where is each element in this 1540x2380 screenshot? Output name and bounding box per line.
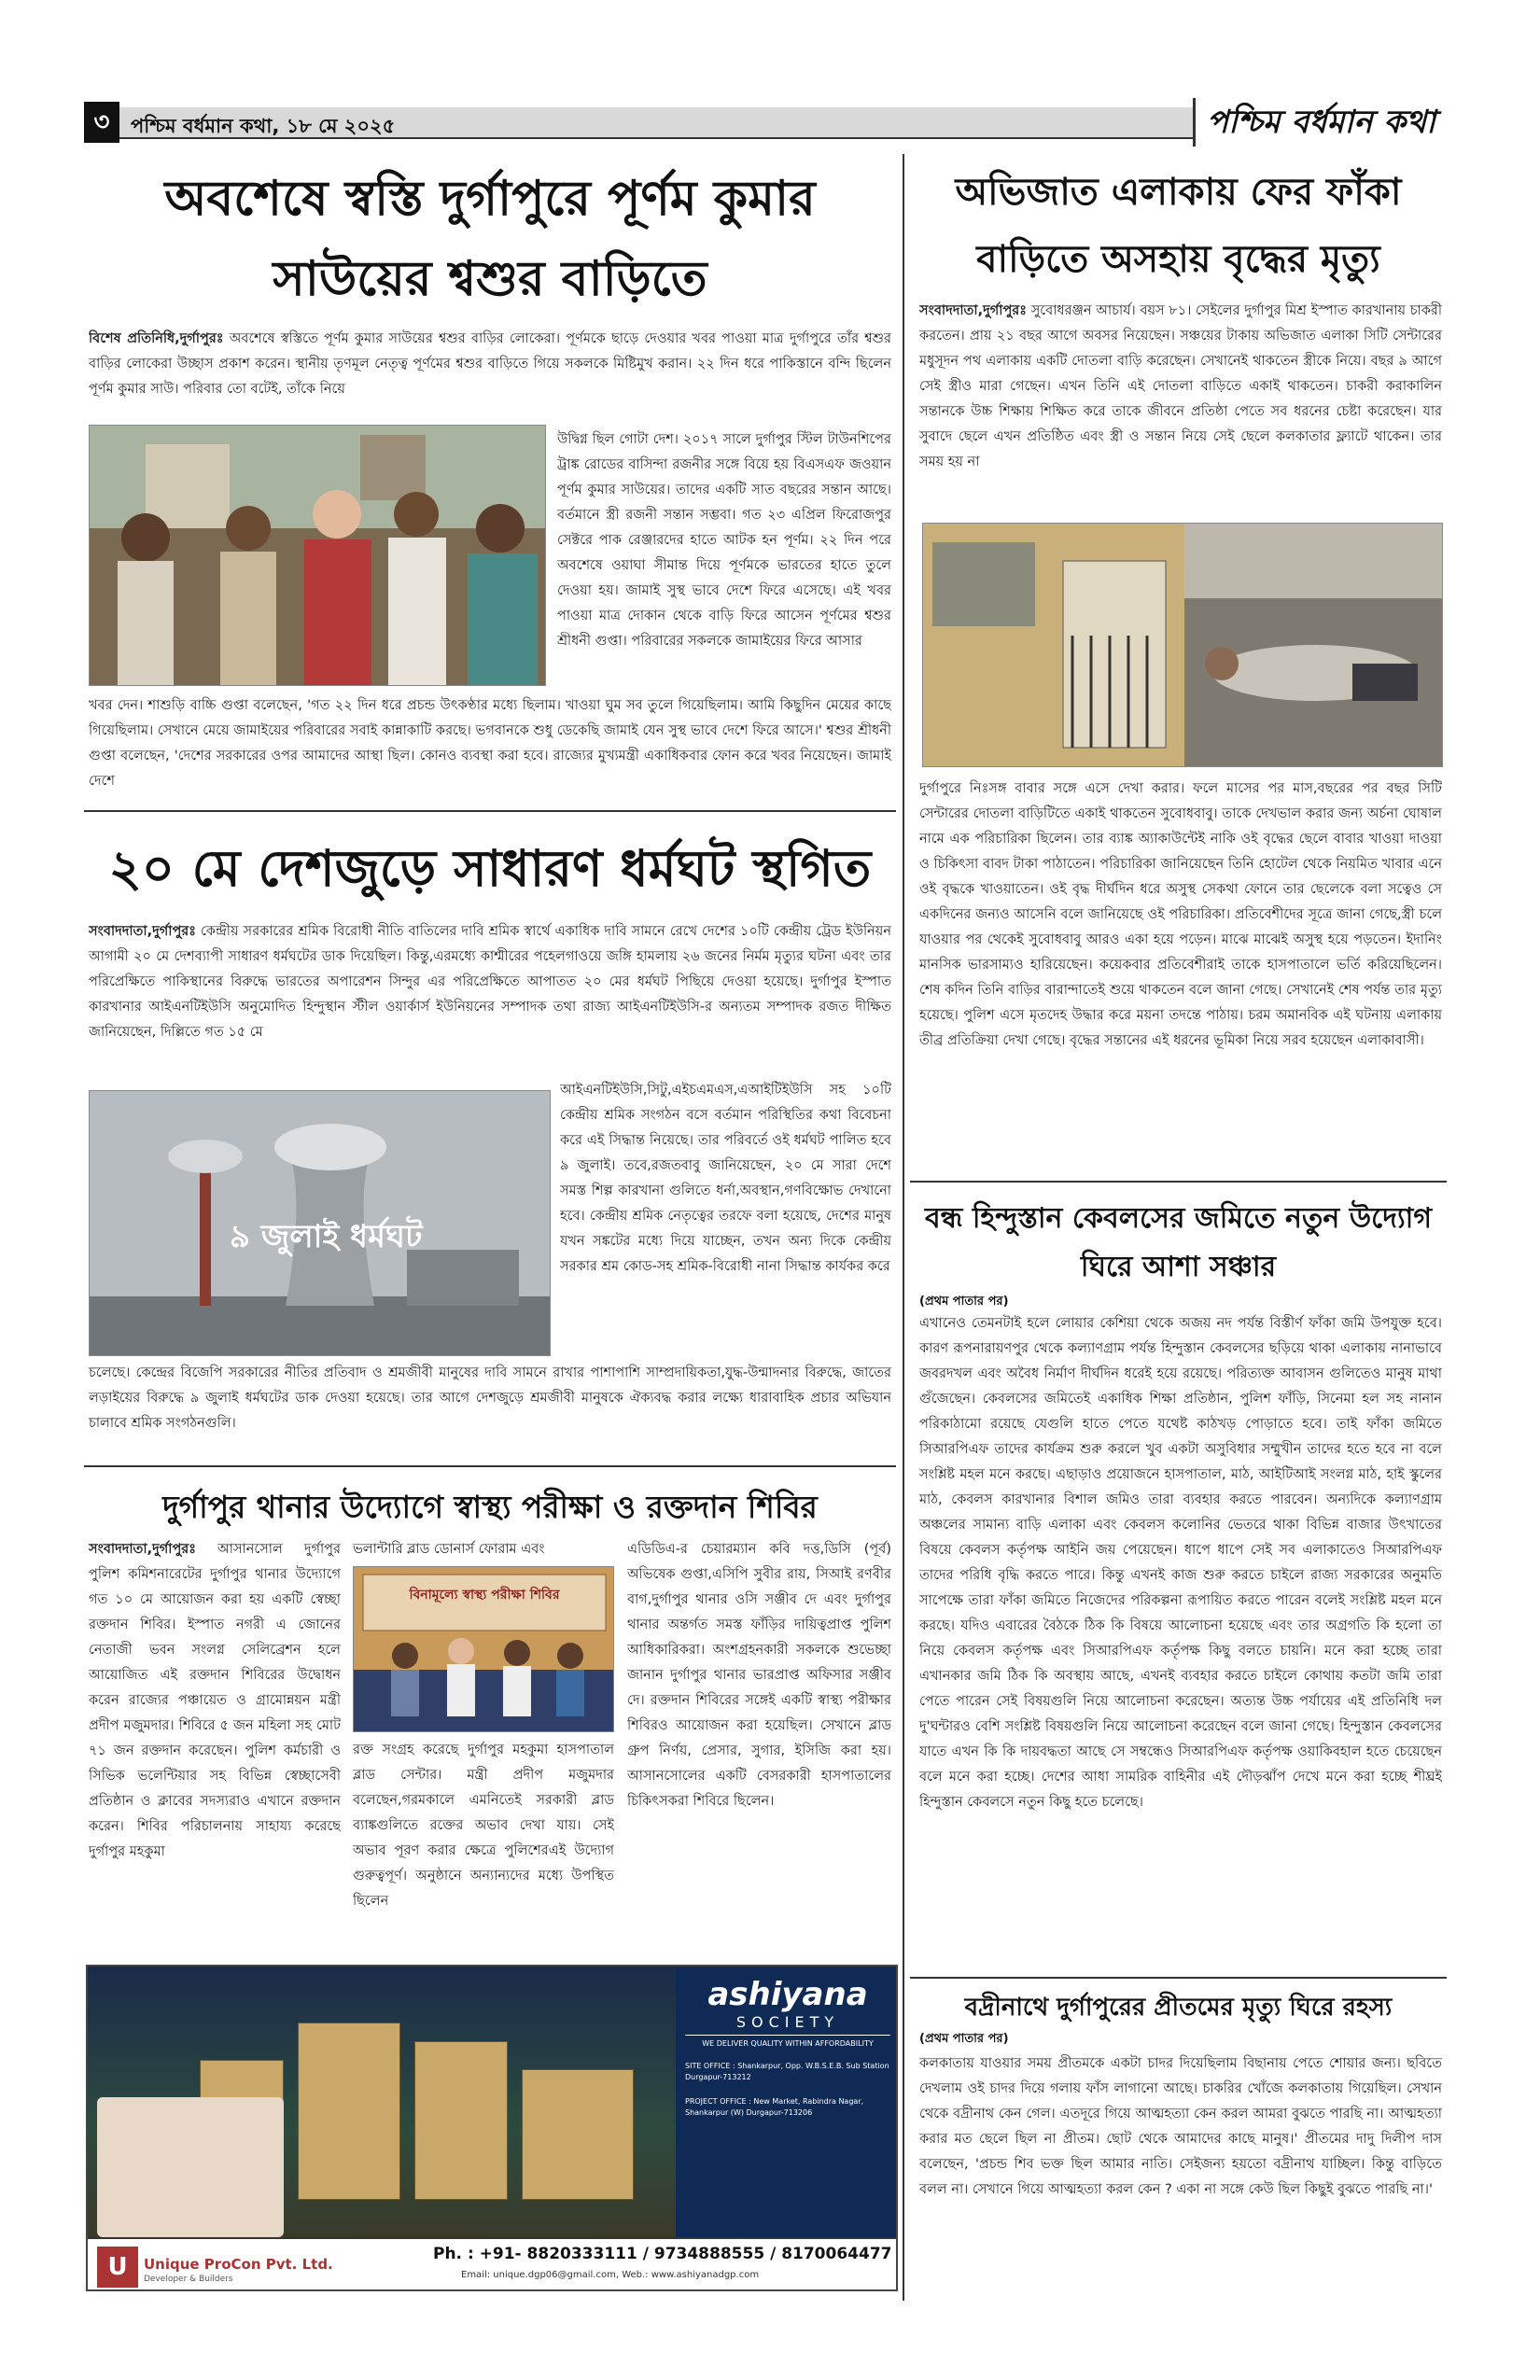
ad-footer [88,2237,898,2291]
story5-continued: (প্রথম পাতার পর) [919,1295,1009,1309]
ad-project-office: PROJECT OFFICE : New Market, Rabindra Nagar, Shankarpur (W) Durgapur-713206 [685,2097,864,2117]
story1-side: উদ্বিগ্ন ছিল গোটা দেশ। ২০১৭ সালে দুর্গাপুর স্টিল টাউনশিপের ট্রাঙ্ক রোডের বাসিন্দা রজনীর সঙ্গে বিয়ে হয় বিএসএফ জওয়ান পূর্ণম কুমার সাউয়ের। তাদের একটি সাত বছরের সন্তান আছে। বর্তমানে স্ত্রী রজনী সন্তান সম্ভবা। গত ২৩ এপ্রিল ফিরোজপুর সেক্টরে পাক রেঞ্জারদের হাতে আটক হন পূর্ণম। ২২ দিন পরে অবশেষে ওয়াঘা সীমান্ত দিয়ে পূর্ণমকে ভারতের হাতে তুলে দেওয়া হয়। জামাই সুস্থ ভাবে দেশে ফিরে এসেছে। এই খবর পাওয়া মাত্র দোকান থেকে বাড়ি ফিরে আসেন পূর্ণমের শ্বশুর শ্রীধনী গুপ্তা। পরিবারের সকলকে জামাইয়ের ফিরে আসার [557,432,891,649]
ad-building [522,2069,634,2200]
ad-building [298,2023,400,2200]
ad-info-panel [676,1967,898,2237]
dateline: পশ্চিম বর্ধমান কথা, ১৮ মে ২০২৫ [131,115,396,137]
ad-society: SOCIETY [685,2013,890,2036]
company-logo-icon: U [97,2247,138,2288]
strike-date-caption: ৯ জুলাই ধর্মঘট [230,1218,423,1255]
story2-photo [922,523,1443,767]
ad-family-photo [97,2097,284,2237]
column-divider [903,154,904,2301]
story6-continued: (প্রথম পাতার পর) [919,2032,1009,2046]
section-divider [84,810,896,812]
story2-lead [919,299,1442,509]
story2-headline: অভিজাত এলাকায় ফের ফাঁকা বাড়িতে অসহায় বৃদ্ধের মৃত্যু [955,170,1402,281]
story1-byline: বিশেষ প্রতিনিধি,দুর্গাপুরঃ [89,331,224,346]
story2-byline: সংবাদদাতা,দুর্গাপুরঃ [919,303,1028,318]
story3-tail: চলেছে। কেন্দ্রের বিজেপি সরকারের নীতির প্রতিবাদ ও শ্রমজীবী মানুষের দাবি সামনে রাখার পাশাপাশি সাম্প্রদায়িকতা,যুদ্ধ-উন্মাদনার বিরুদ্ধে, জাতের লড়াইয়ের বিরুদ্ধে ৯ জুলাই ধর্মঘটের ডাক দেওয়া হয়েছে। তার আগে দেশজুড়ে শ্রমজীবী মানুষকে ঐক্যবদ্ধ করার লক্ষ্যে ধারাবাহিক প্রচার অভিযান চালাবে শ্রমিক সংগঠনগুলি। [89,1365,891,1431]
page-number: ৩ [84,102,119,143]
story6-body: কলকাতায় যাওয়ার সময় প্রীতমকে একটা চাদর দিয়েছিলাম বিছানায় পেতে শোয়ার জন্য। ছবিতে দেখলাম ওই চাদর দিয়ে গলায় ফাঁস লাগানো আছে। চাকরির খোঁজে কলকাতায় গিয়েছিল। সেখান থেকে বদ্রীনাথ কেন গেল। এতদূরে গিয়ে আত্মহত্যা কেন করল আমরা বুঝতে পারছি না। আত্মহত্যা করার মত ছেলে ছিল না প্রীতম। ছোট থেকে আমাদের কাছে মানুষ।' প্রীতমের দাদু দিলীপ দাস বলেছেন, 'প্রচন্ড শিব ভক্ত ছিল আমার নাতি। সেইজন্য হয়তো বদ্রীনাথ যাচ্ছিল। কিন্তু বাড়িতে বলল না। সেখানে গিয়ে আত্মহত্যা করল কেন ? একা না সঙ্গে কেউ ছিল কিছুই বুঝতে পারছি না।' [919,2056,1442,2197]
ad-brand: ashiyana [707,1976,868,2013]
story1-lead [89,327,891,429]
story1-tail: খবর দেন। শাশুড়ি বাচ্চি গুপ্তা বলেছেন, 'গত ২২ দিন ধরে প্রচন্ড উৎকণ্ঠার মধ্যে ছিলাম। খাওয়া ঘুম সব তুলে গিয়েছিলাম। আমি কিছুদিন মেয়ের কাছে গিয়েছিলাম। সেখানে মেয়ে জামাইয়ের পরিবারের সবাই কান্নাকাটি করছে। ভগবানকে শুধু ডেকেছি জামাই যেন সুস্থ ভাবে দেশে ফিরে আসে।' শ্বশুর শ্রীধনী গুপ্তা বলেছেন, 'দেশের সরকারের ওপর আমাদের আস্থা ছিল। কোনও ব্যবস্থা করা হবে। রাজ্যের মুখ্যমন্ত্রী একাধিকবার ফোন করে খবর নিয়েছেন। জামাই দেশে [89,698,891,789]
camp-banner-text: বিনামূল্যে স্বাস্থ্য পরীক্ষা শিবির [409,1588,560,1603]
page-header [84,98,1447,147]
story3-lead-text: কেন্দ্রীয় সরকারের শ্রমিক বিরোধী নীতি বাতিলের দাবি শ্রমিক স্বার্থে একাধিক দাবি সামনে রেখে দেশের ১০টি কেন্দ্রীয় ট্রেড ইউনিয়ন আগামী ২০ মে দেশব্যাপী সাধারণ ধর্মঘটের ডাক দিয়েছিল। কিন্তু,এরমধ্যে কাশ্মীরের পহেলগাওয়ে জঙ্গি হামলায় ২৬ জনের নির্মম মৃত্যুর ঘটনা এবং তার পরিপ্রেক্ষিতে পাকিস্থানের বিরুদ্ধে ভারতের অপারেশন সিন্দুর এর পরিপ্রেক্ষিতে আপাতত ২০ মের ধর্মঘট পিছিয়ে দেওয়া হয়েছে। দুর্গাপুর ইস্পাত কারখানার আইএনটিইউসি অনুমোদিত হিন্দুস্থান স্টীল ওয়ার্কার্স ইউনিয়নের সম্পাদক তথা রাজ্য আইএনটিইউসি-র অন্যতম সম্পাদক রজত দীক্ষিত জানিয়েছেন, দিল্লিতে গত ১৫ মে [89,924,891,1040]
section-divider [84,1465,896,1467]
ad-company: Unique ProCon Pvt. Ltd. [144,2256,333,2273]
story4-col2: রক্ত সংগ্রহ করেছে দুর্গাপুর মহকুমা হাসপাতাল ব্লাড সেন্টার। মন্ত্রী প্রদীপ মজুমদার বলেছেন,গরমকালে এমনিতেই সরকারী ব্লাড ব্যাঙ্কগুলিতে রক্তের অভাব দেখা যায়। সেই অভাব পূরণ করার ক্ষেত্রে পুলিশেরএই উদ্যোগ গুরুত্বপূর্ণ। অনুষ্ঠানে অন্যান্যদের মধ্যে উপস্থিত ছিলেন [353,1743,614,1909]
story4-headline: দুর্গাপুর থানার উদ্যোগে স্বাস্থ্য পরীক্ষা ও রক্তদান শিবির [162,1489,818,1525]
ashiyana-advertisement[interactable] [86,1965,898,2291]
section-divider [910,1181,1447,1183]
story6-headline: বদ্রীনাথে দুর্গাপুরের প্রীতমের মৃত্যু ঘিরে রহস্য [964,1994,1393,2022]
masthead: পশ্চিম বর্ধমান কথা [1193,98,1447,147]
ad-company-sub: Developer & Builders [144,2275,233,2284]
story4-col3: এডিডিএ-র চেয়ারম্যান কবি দত্ত,ডিসি (পূর্ব) অভিষেক গুপ্তা,এসিপি সুবীর রায়, সিআই রণবীর বাগ,দুর্গাপুর থানার ওসি সঞ্জীব দে এবং দুর্গাপুর থানার অন্তর্গত সমস্ত ফাঁড়ির দায়িত্বপ্রাপ্ত পুলিশ আধিকারিকরা। অংশগ্রহনকারী সকলকে শুভেচ্ছা জানান দুর্গাপুর থানার ভারপ্রাপ্ত অফিসার সঞ্জীব দে। রক্তদান শিবিরের সঙ্গেই একটি স্বাস্থ্য পরীক্ষার শিবিরও আয়োজন করা হয়েছিল। সেখানে ব্লাড গ্রুপ নির্ণয়, প্রেসার, সুগার, ইসিজি করা হয়। আসানসোলের একটি বেসরকারী হাসপাতালের চিকিৎসকরা শিবিরে ছিলেন। [627,1542,891,1809]
story2-cont: দুর্গাপুরে নিঃসঙ্গ বাবার সঙ্গে এসে দেখা করার। ফলে মাসের পর মাস,বছরের পর বছর সিটি সেন্টারের দোতলা বাড়িটিতে একাই থাকতেন সুবোধবাবু। তাকে দেখভাল করার জন্য অর্চনা ঘোষাল নামে এক পরিচারিকা ছিলেন। তার ব্যাঙ্ক অ্যাকাউন্টেই নাকি ওই বৃদ্ধের ছেলে বাবার খাওয়া দাওয়া ও চিকিৎসা বাবদ টাকা পাঠাতেন। পরিচারিকা জানিয়েছেন তিনি হোটেল থেকে নিয়মিত খাবার এনে ওই বৃদ্ধকে খাওয়াতেন। ওই বৃদ্ধ দীর্ঘদিন ধরে অসুস্থ সেকথা ফোনে তার ছেলেকে বলা সত্বেও সে একদিনের জন্যও আসেনি বলে জানিয়েছে ওই পরিচারিকা। প্রতিবেশীদের সূত্রে জানা গেছে,স্ত্রী চলে যাওয়ার পর থেকেই সুবোধবাবু আরও একা হয়ে পড়েন। মাঝে মাঝেই অসুস্থ হয়ে পড়তেন। ইদানিং মানসিক ভারসাম্যও হারিয়েছেন। কয়েকবার প্রতিবেশীরাই তাকে হাসপাতালে ভর্তি করিয়েছিলেন। শেষ কদিন তিনি বাড়ির বারান্দাতেই শুয়ে থাকতেন বলে জানা গেছে। সেখানেই শেষ পর্যন্ত তার মৃত্যু হয়েছে। পুলিশ এসে মৃতদেহ উদ্ধার করে ময়না তদন্তে পাঠায়। চরম অমানবিক এই ঘটনায় এলাকায় তীব্র প্রতিক্রিয়া দেখা গেছে। বৃদ্ধের সন্তানের এই ধরনের ভূমিকা নিয়ে সরব হয়েছেন এলাকাবাসী। [919,781,1442,1048]
ad-phone[interactable]: Ph. : +91- 8820333111 / 9734888555 / 8170064477 [433,2245,892,2263]
ad-building [414,2041,508,2200]
house-and-body-photo [923,524,1443,767]
story4-col1 [89,1537,341,1957]
story2-lead-text: সুবোধরঞ্জন আচার্য। বয়স ৮১। সেইলের দুর্গাপুর মিশ্র ইস্পাত কারখানায় চাকরী করতেন। প্রায় ২১ বছর আগে অবসর নিয়েছেন। সঞ্চয়ের টাকায় অভিজাত এলাকা সিটি সেন্টারের মধুসূদন পথ এলাকায় একটি দোতলা বাড়ি করেছেন। সেখানেই থাকতেন স্ত্রীকে নিয়ে। বছর ৯ আগে সেই স্ত্রীও মারা গেছেন। এখন তিনি এই দোতলা বাড়িতে একাই থাকতেন। চাকরী করাকালিন সন্তানকে উচ্চ শিক্ষায় শিক্ষিত করে তাকে জীবনে প্রতিষ্ঠা পেতে সব ধরনের চেষ্টা করেছেন। যার সুবাদে ছেলে এখন প্রতিষ্ঠিত এবং স্ত্রী ও সন্তান নিয়ে সেই ছেলে কলকাতার ফ্ল্যাটে থাকেন। তার সময় হয় না [919,303,1442,469]
story4-col1-text: আসানসোল দুর্গাপুর পুলিশ কমিশনারেটের দুর্গাপুর থানার উদ্যোগে গত ১০ মে আয়োজন করা হয় একটি স্বেচ্ছা রক্তদান শিবির। ইস্পাত নগরী এ জোনের নেতাজী ভবন সংলগ্ন সেলিব্রেশন হলে আয়োজিত এই রক্তদান শিবিরের উদ্বোধন করেন রাজ্যের পঞ্চায়েত ও গ্রামোন্নয়ন মন্ত্রী প্রদীপ মজুমদার। শিবিরে ৫ জন মহিলা সহ মোট ৭১ জন রক্তদান করেছেন। পুলিশ কর্মচারী ও সিভিক ভলেন্টিয়ার সহ বিভিন্ন স্বেচ্ছাসেবী প্রতিষ্ঠান ও ক্লাবের সদস্যরাও এখানে রক্তদান করেন। শিবির পরিচালনায় সাহায্য করেছে দুর্গাপুর মহকুমা [89,1542,341,1859]
story1-headline: অবশেষে স্বস্তি দুর্গাপুরে পূর্ণম কুমার সাউয়ের শ্বশুর বাড়িতে [164,170,816,307]
story1-lead-text: অবশেষে স্বস্তিতে পূর্ণম কুমার সাউয়ের শ্বশুর বাড়ির লোকেরা। পূর্ণমকে ছাড়ে দেওয়ার খবর পাওয়া মাত্র দুর্গাপুরে তাঁর শ্বশুর বাড়ির লোকেরা উচ্ছাস প্রকাশ করেন। স্থানীয় তৃণমূল নেতৃত্ব পূর্ণমের শ্বশুর বাড়িতে গিয়ে সকলকে মিষ্টিমুখ করান। ২২ দিন ধরে পাকিস্তানে বন্দি ছিলেন পূর্ণম কুমার সাউ। পরিবার তো বটেই, তাঁকে নিয়ে [89,331,891,397]
story4-col2-top: ভলান্টারি ব্লাড ডোনার্স ফোরাম এবং [353,1542,545,1557]
section-divider [910,1977,1447,1979]
story3-headline: ২০ মে দেশজুড়ে সাধারণ ধর্মঘট স্থগিত [108,838,872,898]
family-meeting-photo [90,426,546,686]
ad-tagline: WE DELIVER QUALITY WITHIN AFFORDABILITY [702,2039,874,2048]
story5-body: এখানেও তেমনটাই হলে লোয়ার কেশিয়া থেকে অজয় নদ পর্যন্ত বিস্তীর্ণ ফাঁকা জমি উপযুক্ত হবে। কারণ রূপনারায়ণপুর থেকে কল্যাণগ্রাম পর্যন্ত হিন্দুস্তান কেবলসের ছড়িয়ে থাকা এলাকায় নানাভাবে জবরদখল এবং অবৈধ নির্মাণ দীর্ঘদিন ধরেই হয়ে রয়েছে। পরিত্যক্ত আবাসন গুলিতেও মানুষ মাথা গুঁজেছেন। কেবলসের জমিতেই একাধিক শিক্ষা প্রতিষ্ঠান, পুলিশ ফাঁড়ি, সিনেমা হল সহ নানান পরিকাঠামো রয়েছে যেগুলি হাতে পেতে যথেষ্ট কাঠখড় পোড়াতে হবে। তাই ফাঁকা জমিতে সিআরপিএফ তাদের কার্যক্রম শুরু করলে খুব একটা অসুবিধার সম্মুখীন তাদের হতে হবে না বলে সংশ্লিষ্ট মহল মনে করছে। এছাড়াও প্রয়োজনে হাসপাতাল, মাঠ, আইটিআই সংলগ্ন মাঠ, হাই স্কুলের মাঠ, কেবলস কারখানার বিশাল জমিও তারা ব্যবহার করতে পারবেন। অন্যদিকে কল্যাণগ্রাম অঞ্চলের সামান্য বাড়ি এলাকা এবং কেবলস কলোনির ভেতরে থাকা বিভিন্ন বাজার উৎখাতের বিষয়ে কেবলস কর্তৃপক্ষ আইনি জয় পেয়েছেন। ধাপে ধাপে সেই সব এলাকাতেও সিআরপিএফ তাদের পরিধি বৃদ্ধি করতে পারে। কিন্তু এখনই কাজ শুরু করতে চাইলে রাজ্য সরকারের অনুমতি সাপেক্ষে তারা ফাঁকা জমিতে নিজেদের পরিকল্পনা রূপায়িত করতে পারেন বলেই সংশ্লিষ্ট মহল মনে করছে। যদিও এবারের বৈঠকে ঠিক কি বিষয়ে আলোচনা হয়েছে এবং তার অগ্রগতি কি হলো তা নিয়ে কেবলস কর্তৃপক্ষ এবং সিআরপিএফ কর্তৃপক্ষ কিছু বলতে চায়নি। মনে করা হচ্ছে তারা এখানকার জমি ঠিক কি অবস্থায় আছে, এখনই ব্যবহার করতে চাইলে কোথায় কতটা জমি তারা পেতে পারেন সেই বিষয়গুলি নিয়ে আলোচনা করেছেন। অত্যন্ত উচ্চ পর্যায়ের এই প্রতিনিধি দল দু'ঘন্টারও বেশি সংশ্লিষ্ট বিষয়গুলি নিয়ে আলোচনা করেছেন বলে জানা গেছে। হিন্দুস্তান কেবলসের যাতে এখন কি কি দায়বদ্ধতা আছে সে সম্বন্ধেও সিআরপিএফ কর্তৃপক্ষ ওয়াকিবহাল হতে চেয়েছেন বলে মনে করা হচ্ছে। দেশের আধা সামরিক বাহিনীর এই দৌড়ঝাঁপ দেখে মনে করা হচ্ছে শীঘ্রই হিন্দুস্তান কেবলসে নতুন কিছু হতে চলেছে। [919,1316,1442,1810]
ad-email[interactable]: Email: unique.dgp06@gmail.com, Web.: www.ashiyanadgp.com [461,2270,760,2280]
ad-site-office: SITE OFFICE : Shankarpur, Opp. W.B.S.E.B. Sub Station Durgapur-713212 [685,2062,889,2081]
story1-photo [89,425,546,686]
ad-building-render [88,1967,676,2237]
story3-side: আইএনটিইউসি,সিটু,এইচএমএস,এআইটিইউসি সহ ১০টি কেন্দ্রীয় শ্রমিক সংগঠন বসে বর্তমান পরিস্থিতির কথা বিবেচনা করে এই সিদ্ধান্ত নিয়েছে। তার পরিবর্তে ওই ধর্মঘট পালিত হবে ৯ জুলাই। তবে,রজতবাবু জানিয়েছেন, ২০ মে সারা দেশে সমস্ত শিল্প কারখানা গুলিতে ধর্না,অবস্থান,গণবিক্ষোভ দেখানো হবে। কেন্দ্রীয় শ্রমিক নেতৃত্বের তরফে বলা হয়েছে, দেশের মানুষ যখন সঙ্কটের মধ্যে দিয়ে যাচ্ছেন, তখন অন্য দিকে কেন্দ্রীয় সরকার শ্রম কোড-সহ শ্রমিক-বিরোধী নানা সিদ্ধান্ত কার্যকর করে [560,1083,891,1274]
story4-byline: সংবাদদাতা,দুর্গাপুরঃ [89,1542,197,1557]
story4-photo [353,1566,614,1732]
story5-headline: বন্ধ হিন্দুস্তান কেবলসের জমিতে নতুন উদ্যোগ ঘিরে আশা সঞ্চার [924,1202,1433,1283]
story3-lead [89,919,891,1078]
story3-byline: সংবাদদাতা,দুর্গাপুরঃ [89,924,197,939]
story3-photo [89,1090,551,1356]
